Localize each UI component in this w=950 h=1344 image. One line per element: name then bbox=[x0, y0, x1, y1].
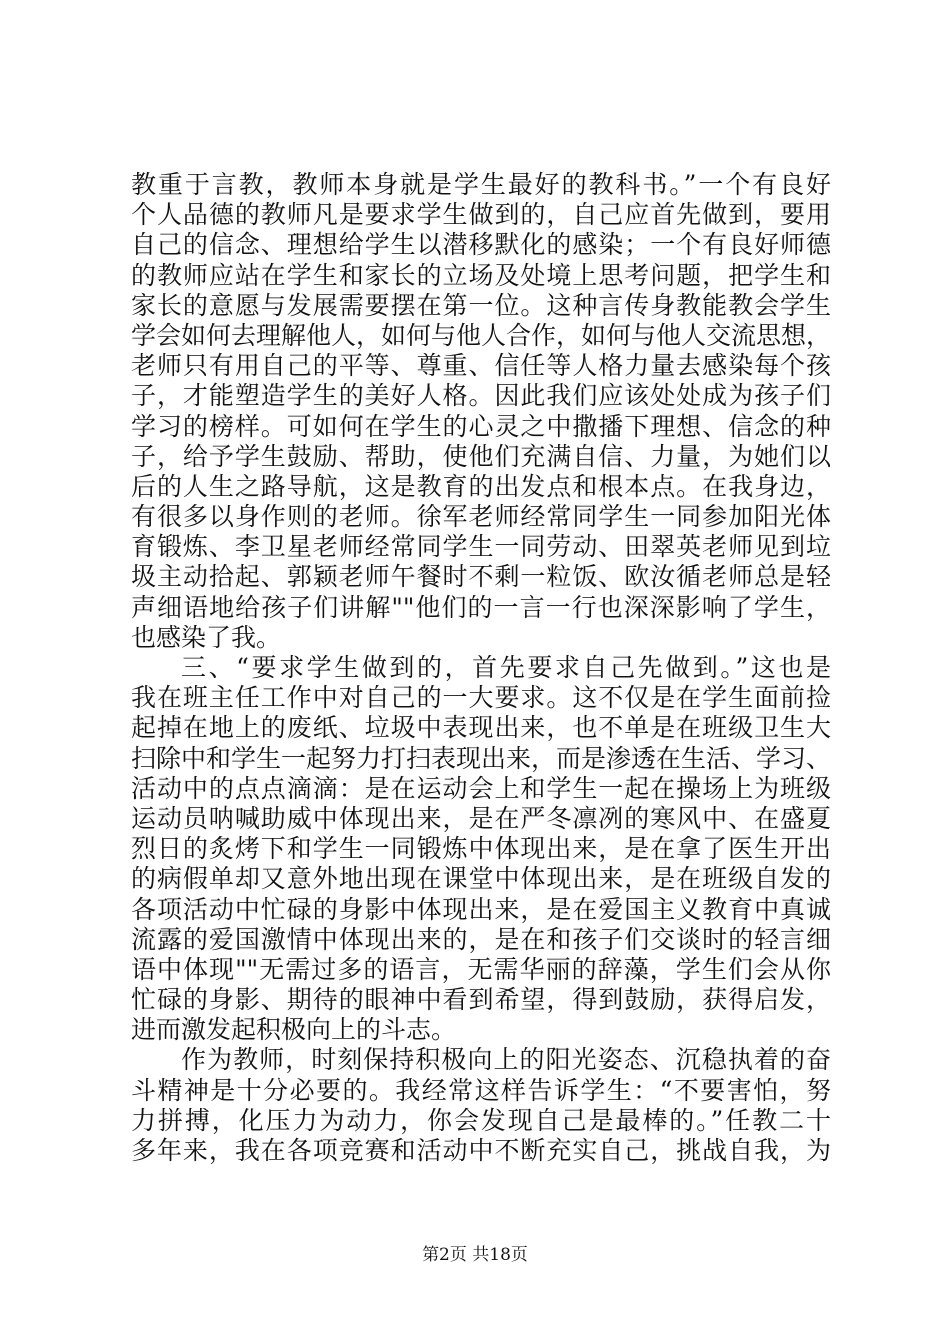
text-line: 育锻炼、李卫星老师经常同学生一同劳动、田翠英老师见到垃 bbox=[131, 532, 831, 562]
text-line: 个人品德的教师凡是要求学生做到的，自己应首先做到，要用 bbox=[131, 200, 831, 230]
text-line: 子，才能塑造学生的美好人格。因此我们应该处处成为孩子们 bbox=[131, 381, 831, 411]
text-line: 各项活动中忙碌的身影中体现出来，是在爱国主义教育中真诚 bbox=[131, 894, 831, 924]
text-line: 扫除中和学生一起努力打扫表现出来，而是渗透在生活、学习、 bbox=[131, 743, 832, 773]
text-line: 子，给予学生鼓励、帮助，使他们充满自信、力量，为她们以 bbox=[131, 441, 831, 471]
text-line: 多年来，我在各项竞赛和活动中不断充实自己，挑战自我，为 bbox=[131, 1136, 831, 1165]
text-line: 语中体现""无需过多的语言，无需华丽的辞藻，学生们会从你 bbox=[131, 954, 831, 984]
text-line: 烈日的炙烤下和学生一同锻炼中体现出来，是在拿了医生开出 bbox=[131, 834, 831, 864]
text-line: 运动员呐喊助威中体现出来，是在严冬凛冽的寒风中、在盛夏 bbox=[131, 803, 831, 833]
text-line: 我在班主任工作中对自己的一大要求。这不仅是在学生面前捡 bbox=[131, 683, 831, 713]
page-number-footer: 第2页 共18页 bbox=[422, 1245, 528, 1265]
text-line: 起掉在地上的废纸、垃圾中表现出来，也不单是在班级卫生大 bbox=[131, 713, 831, 743]
text-line: 忙碌的身影、期待的眼神中看到希望，得到鼓励，获得启发， bbox=[131, 985, 831, 1015]
text-line: 学习的榜样。可如何在学生的心灵之中撒播下理想、信念的种 bbox=[131, 411, 831, 441]
text-line: 的教师应站在学生和家长的立场及处境上思考问题，把学生和 bbox=[131, 260, 831, 290]
text-line: 自己的信念、理想给学生以潜移默化的感染；一个有良好师德 bbox=[131, 230, 831, 260]
document-body bbox=[131, 170, 831, 1166]
text-line: 进而激发起积极向上的斗志。 bbox=[131, 1015, 457, 1045]
text-line: 圾主动拾起、郭颖老师午餐时不剩一粒饭、欧汝循老师总是轻 bbox=[131, 562, 831, 592]
text-line: 有很多以身作则的老师。徐军老师经常同学生一同参加阳光体 bbox=[131, 502, 831, 532]
text-line: 声细语地给孩子们讲解""他们的一言一行也深深影响了学生， bbox=[131, 592, 831, 622]
text-line: 斗精神是十分必要的。我经常这样告诉学生：“不要害怕，努 bbox=[131, 1075, 831, 1105]
text-line: 教重于言教，教师本身就是学生最好的教科书。”一个有良好 bbox=[131, 170, 831, 199]
text-line: 老师只有用自己的平等、尊重、信任等人格力量去感染每个孩 bbox=[131, 351, 831, 381]
text-line: 力拼搏，化压力为动力，你会发现自己是最棒的。”任教二十 bbox=[131, 1105, 831, 1135]
text-line: 后的人生之路导航，这是教育的出发点和根本点。在我身边， bbox=[131, 471, 831, 501]
text-line: 流露的爱国激情中体现出来的，是在和孩子们交谈时的轻言细 bbox=[131, 924, 831, 954]
paragraph-first-line: 作为教师，时刻保持积极向上的阳光姿态、沉稳执着的奋 bbox=[181, 1045, 831, 1075]
text-line: 的病假单却又意外地出现在课堂中体现出来，是在班级自发的 bbox=[131, 864, 831, 894]
text-line: 也感染了我。 bbox=[131, 622, 282, 652]
paragraph-first-line: 三、“要求学生做到的，首先要求自己先做到。”这也是 bbox=[181, 653, 831, 682]
text-line: 家长的意愿与发展需要摆在第一位。这种言传身教能教会学生 bbox=[131, 290, 831, 320]
text-line: 活动中的点点滴滴：是在运动会上和学生一起在操场上为班级 bbox=[131, 773, 831, 803]
text-line: 学会如何去理解他人，如何与他人合作，如何与他人交流思想， bbox=[131, 320, 832, 350]
